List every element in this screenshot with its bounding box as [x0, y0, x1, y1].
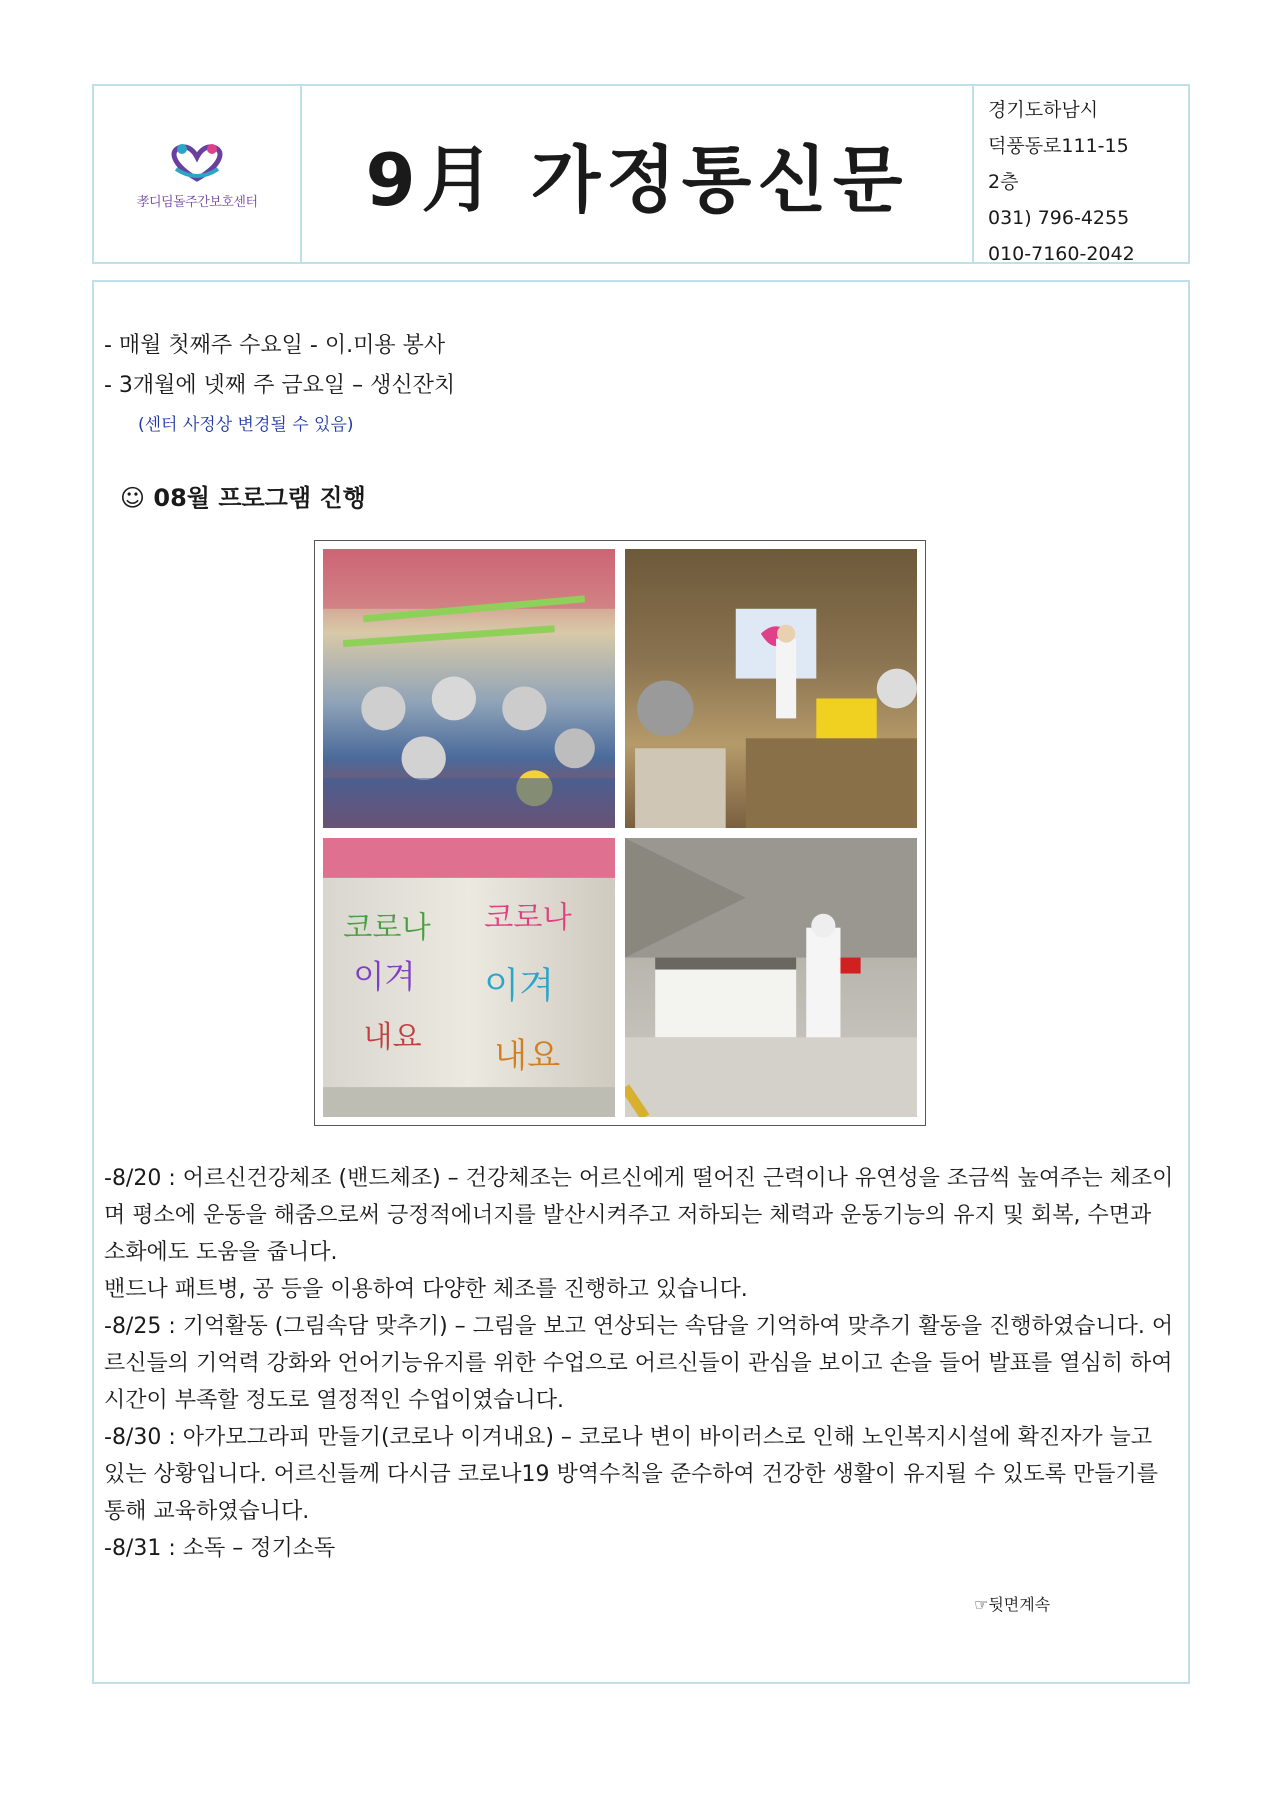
craft-text-2: 코로나 — [484, 900, 572, 936]
logo-cell — [94, 86, 302, 262]
photo-band-exercise — [323, 549, 615, 828]
craft-text-6: 내요 — [494, 1036, 561, 1077]
craft-text-5: 내요 — [363, 1020, 422, 1056]
program-0820-detail: 밴드나 패트병, 공 등을 이용하여 다양한 체조를 진행하고 있습니다. — [104, 1277, 748, 1302]
address-cell — [974, 86, 1188, 265]
logo-icon — [162, 139, 232, 185]
program-0820: -8/20 : 어르신건강체조 (밴드체조) – 건강체조는 어르신에게 떨어진 근력이나 유연성을 조금씩 높여주는 체조이며 평소에 운동을 해줌으로써 긍정적에너지를 발산시켜주고 저하되는 체력과 운동기능의 유지 및 회복, 수면과 소화에도 도움을 줍니다. — [104, 1166, 1174, 1265]
address-floor: 2층 — [988, 171, 1019, 193]
header-box — [92, 84, 1190, 264]
program-0831: -8/31 : 소독 – 정기소독 — [104, 1536, 336, 1561]
photo-disinfection — [625, 838, 917, 1117]
craft-text-3: 이겨 — [353, 957, 416, 996]
craft-text-1: 코로나 — [343, 910, 431, 946]
mobile-number: 010-7160-2042 — [988, 243, 1135, 265]
phone-number: 031) 796-4255 — [988, 207, 1130, 229]
photo-grid — [314, 540, 926, 1126]
title-cell — [302, 86, 974, 262]
page-title: 9月 가정통신문 — [365, 138, 909, 222]
craft-text-4: 이겨 — [484, 964, 555, 1007]
photo-memory-activity — [625, 549, 917, 828]
program-0825: -8/25 : 기억활동 (그림속담 맞추기) – 그림을 보고 연상되는 속담을 기억하여 맞추기 활동을 진행하였습니다. 어르신들의 기억력 강화와 언어기능유지를 위한 수업으로 어르신들이 관심을 보이고 손을 들어 발표를 열심히 하여 시간이 부족할 정도로 열정적인 수업이였습니다. — [104, 1314, 1174, 1413]
logo-text: 孝디딤돌주간보호센터 — [136, 194, 258, 210]
section-title: ☺ 08월 프로그램 진행 — [120, 484, 366, 512]
content-box — [92, 280, 1190, 1684]
schedule-note: (센터 사정상 변경될 수 있음) — [138, 415, 354, 435]
address-city: 경기도하남시 — [988, 99, 1099, 121]
address-street: 덕풍동로111-15 — [988, 135, 1129, 157]
continued-note: ☞뒷면계속 — [974, 1595, 1051, 1614]
program-0830: -8/30 : 아가모그라피 만들기(코로나 이겨내요) – 코로나 변이 바이러스로 인해 노인복지시설에 확진자가 늘고 있는 상황입니다. 어르신들께 다시금 코로나19 방역수칙을 준수하여 건강한 생활이 유지될 수 있도록 만들기를 통해 교육하였습니다. — [104, 1425, 1158, 1524]
schedule-line-2: - 3개월에 넷째 주 금요일 – 생신잔치 — [104, 373, 456, 398]
schedule-line-1: - 매월 첫째주 수요일 - 이.미용 봉사 — [104, 333, 446, 358]
photo-agamograph-craft — [323, 838, 615, 1117]
